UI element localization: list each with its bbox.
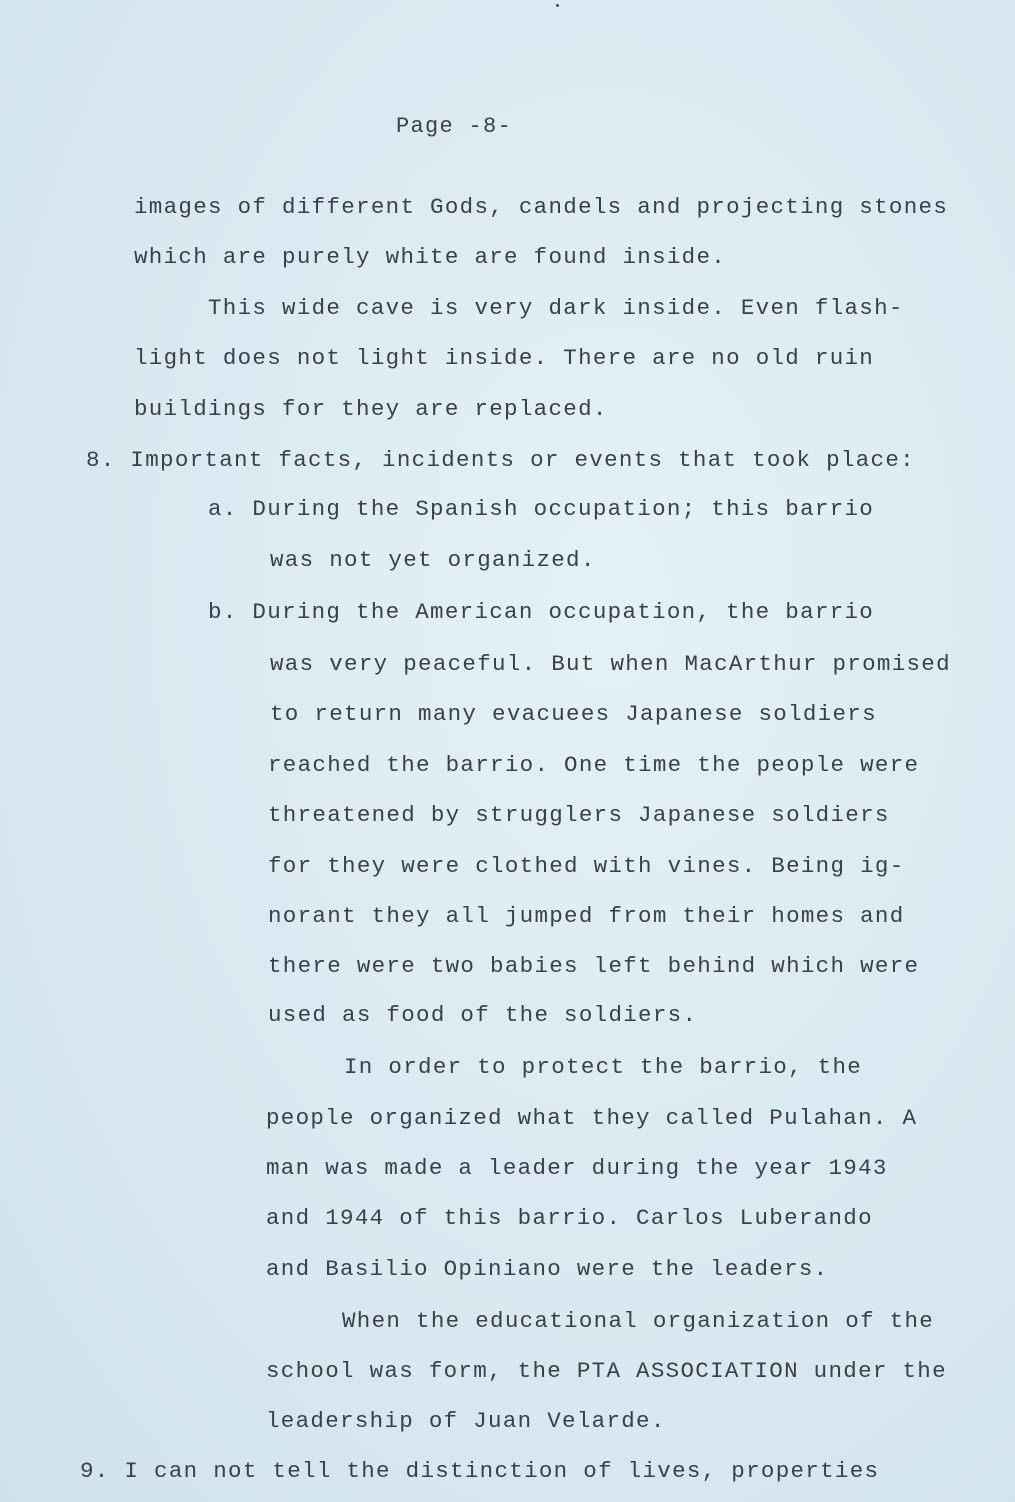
section-item-8: 8. Important facts, incidents or events that took place: xyxy=(86,447,915,473)
text-line: buildings for they are replaced. xyxy=(134,396,608,422)
text-line: reached the barrio. One time the people were xyxy=(268,752,920,778)
text-line: people organized what they called Pulahan. A xyxy=(266,1105,918,1131)
text-line: images of different Gods, candels and projecting stones xyxy=(134,194,949,220)
text-line: which are purely white are found inside. xyxy=(134,244,727,270)
text-line: used as food of the soldiers. xyxy=(268,1002,698,1028)
text-line: This wide cave is very dark inside. Even flash- xyxy=(208,295,904,321)
section-item-9: 9. I can not tell the distinction of lives, properties xyxy=(80,1458,880,1484)
text-line: was very peaceful. But when MacArthur promised xyxy=(270,651,951,677)
text-line: to return many evacuees Japanese soldiers xyxy=(270,701,877,727)
text-line: norant they all jumped from their homes and xyxy=(268,903,905,929)
page-header: Page -8- xyxy=(396,114,513,139)
text-line: was not yet organized. xyxy=(270,547,596,573)
text-line: for they were clothed with vines. Being ig- xyxy=(268,853,905,879)
paper-mark xyxy=(556,4,559,7)
text-line: light does not light inside. There are no old ruin xyxy=(134,345,875,371)
list-item-b: b. During the American occupation, the barrio xyxy=(208,599,875,625)
text-line: threatened by strugglers Japanese soldiers xyxy=(268,802,890,828)
text-line: and 1944 of this barrio. Carlos Luberando xyxy=(266,1205,873,1231)
text-line: and Basilio Opiniano were the leaders. xyxy=(266,1256,829,1282)
text-line: In order to protect the barrio, the xyxy=(344,1054,863,1080)
text-line: When the educational organization of the xyxy=(342,1308,935,1334)
list-item-a: a. During the Spanish occupation; this barrio xyxy=(208,496,875,522)
text-line: school was form, the PTA ASSOCIATION under the xyxy=(266,1358,947,1384)
text-line: leadership of Juan Velarde. xyxy=(266,1408,666,1434)
text-line: man was made a leader during the year 1943 xyxy=(266,1155,888,1181)
text-line: there were two babies left behind which were xyxy=(268,953,920,979)
